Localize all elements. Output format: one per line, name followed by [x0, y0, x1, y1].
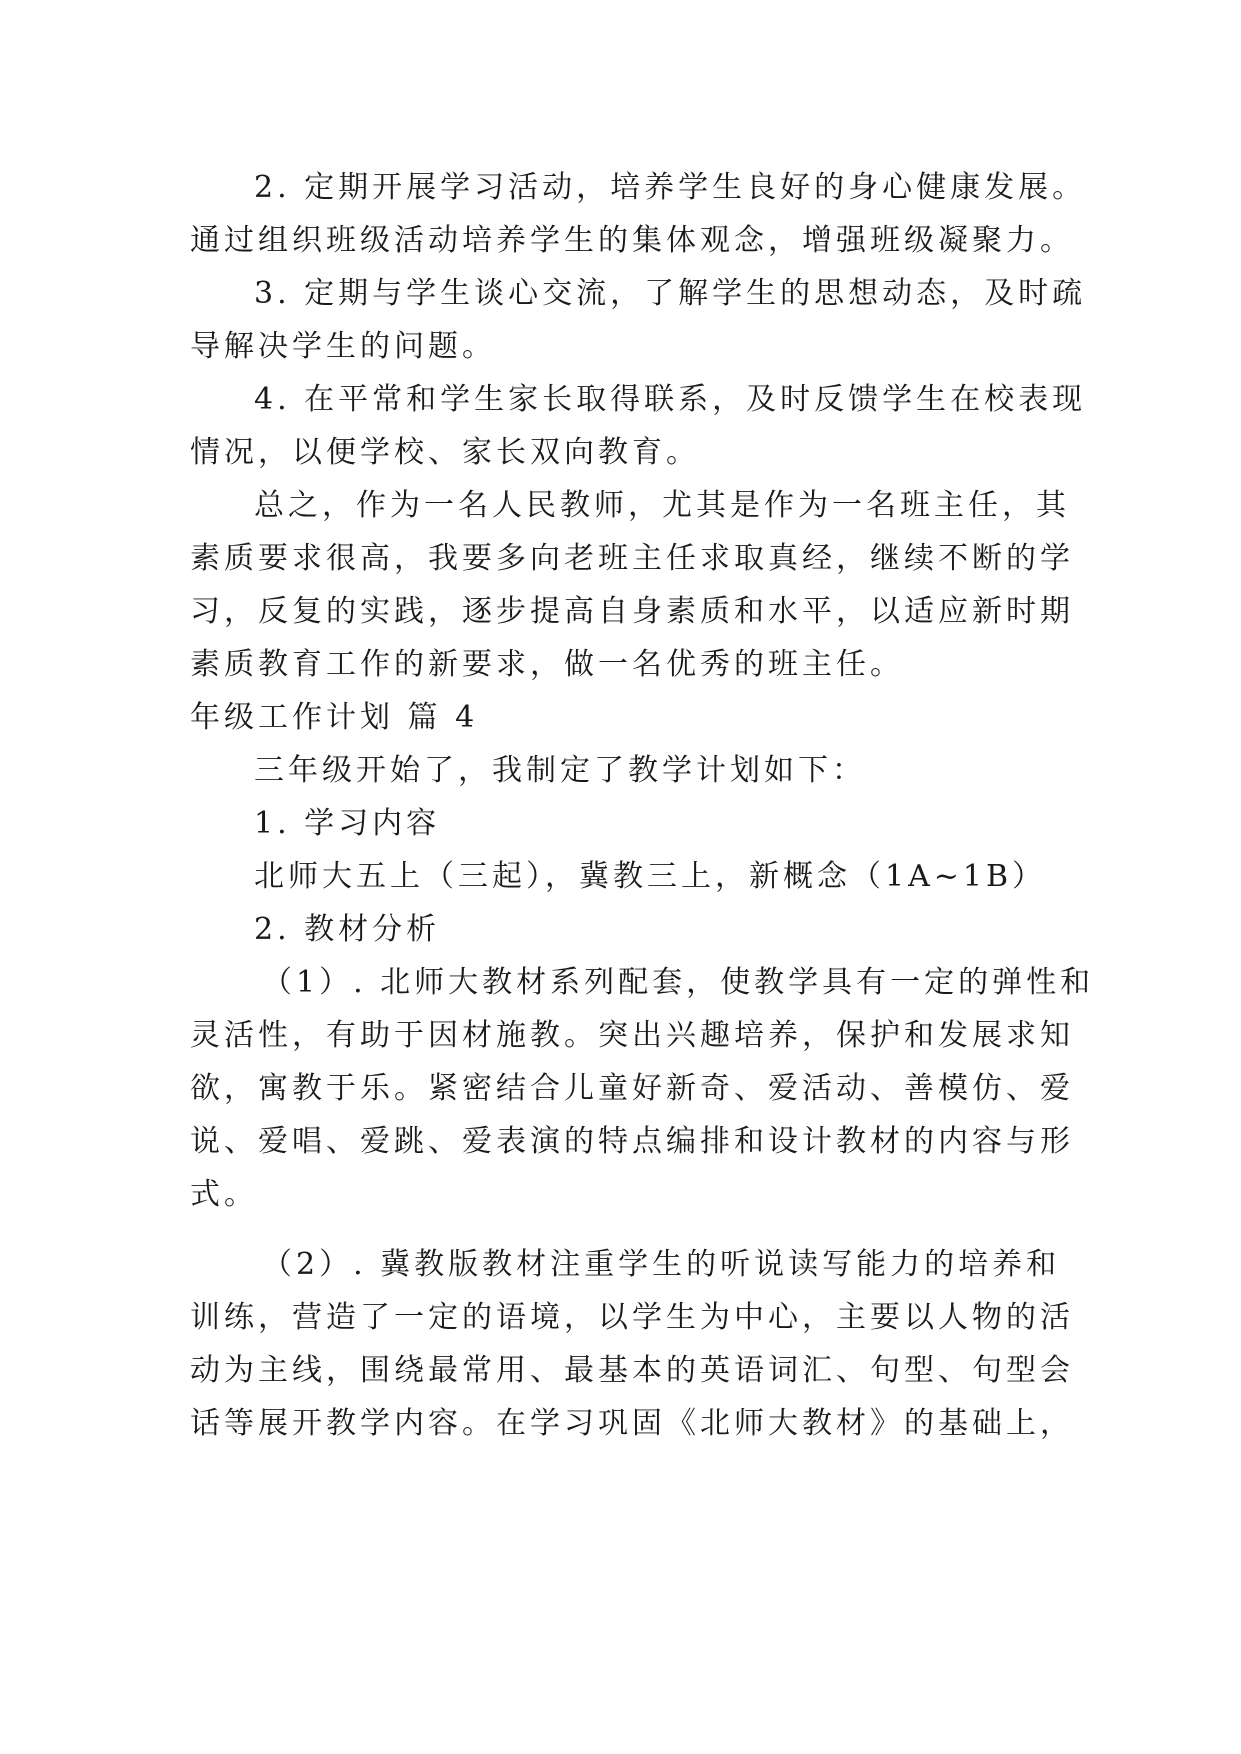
- paragraph-line: 通过组织班级活动培养学生的集体观念，增强班级凝聚力。: [190, 223, 1074, 258]
- paragraph-line: 4. 在平常和学生家长取得联系，及时反馈学生在校表现: [254, 382, 1087, 417]
- paragraph-line: 情况，以便学校、家长双向教育。: [190, 435, 700, 470]
- paragraph-line: 2. 定期开展学习活动，培养学生良好的身心健康发展。: [254, 170, 1087, 205]
- paragraph-line: 三年级开始了，我制定了教学计划如下：: [254, 753, 866, 788]
- paragraph-line: 素质教育工作的新要求，做一名优秀的班主任。: [190, 647, 904, 682]
- paragraph-line: 总之，作为一名人民教师，尤其是作为一名班主任，其: [254, 488, 1070, 523]
- paragraph-line: 欲，寓教于乐。紧密结合儿童好新奇、爱活动、善模仿、爱: [190, 1071, 1074, 1106]
- paragraph-line: 说、爱唱、爱跳、爱表演的特点编排和设计教材的内容与形: [190, 1124, 1074, 1159]
- paragraph-line: 训练，营造了一定的语境，以学生为中心，主要以人物的活: [190, 1300, 1074, 1335]
- list-item: 1. 学习内容: [254, 806, 441, 841]
- paragraph-line: （1）. 北师大教材系列配套，使教学具有一定的弹性和: [262, 965, 1095, 1000]
- paragraph-line: 式。: [190, 1177, 258, 1212]
- paragraph-line: 导解决学生的问题。: [190, 329, 496, 364]
- paragraph-line: 灵活性，有助于因材施教。突出兴趣培养，保护和发展求知: [190, 1018, 1074, 1053]
- list-item: 2. 教材分析: [254, 912, 441, 947]
- paragraph-line: 3. 定期与学生谈心交流，了解学生的思想动态，及时疏: [254, 276, 1087, 311]
- paragraph-line: 北师大五上（三起），冀教三上，新概念（1A~1B）: [254, 859, 1047, 894]
- paragraph-line: 习，反复的实践，逐步提高自身素质和水平，以适应新时期: [190, 594, 1074, 629]
- paragraph-line: （2）. 冀教版教材注重学生的听说读写能力的培养和: [262, 1247, 1061, 1282]
- paragraph-line: 动为主线，围绕最常用、最基本的英语词汇、句型、句型会: [190, 1353, 1074, 1388]
- paragraph-line: 素质要求很高，我要多向老班主任求取真经，继续不断的学: [190, 541, 1074, 576]
- paragraph-line: 话等展开教学内容。在学习巩固《北师大教材》的基础上，: [190, 1406, 1074, 1441]
- section-heading: 年级工作计划 篇 4: [190, 700, 479, 735]
